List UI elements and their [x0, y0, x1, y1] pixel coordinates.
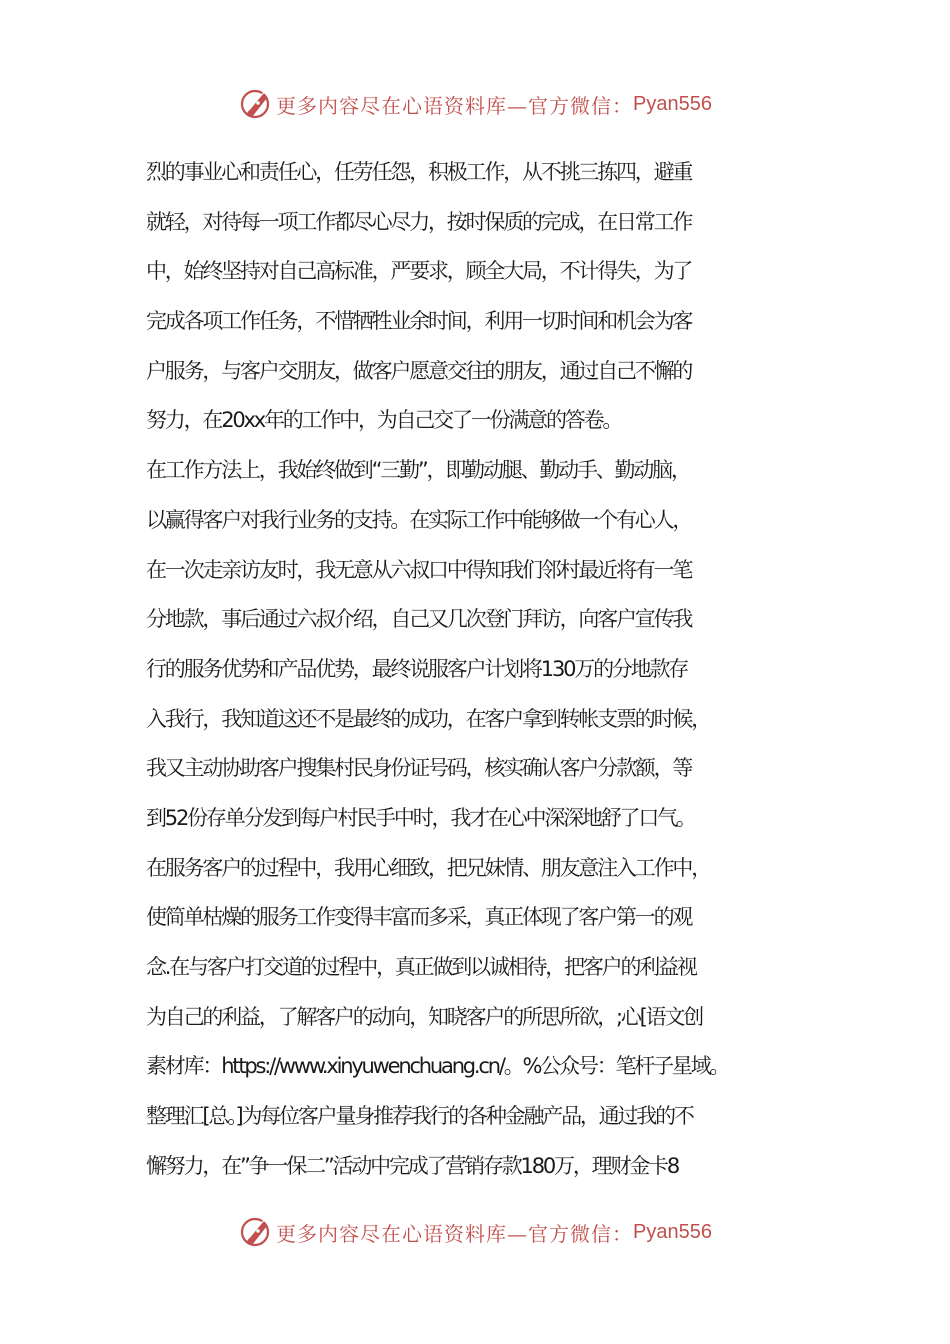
body-line: 努力，在20xx年的工作中，为自己交了一份满意的答卷。 — [146, 408, 622, 433]
body-line: 在服务客户的过程中，我用心细致，把兄妹情、朋友意注入工作中， — [146, 855, 710, 880]
body-line: 素材库：https://www.xinyuwenchuang.cn/。%公众号：笔杆子星域。 — [146, 1054, 729, 1079]
header-wechat-id: Pyan556 — [633, 92, 712, 115]
footer-banner — [0, 1212, 950, 1252]
body-line: 户服务，与客户交朋友，做客户愿意交往的朋友，通过自己不懈的 — [146, 358, 692, 383]
footer-slogan: 更多内容尽在心语资料库—官方微信： — [276, 1221, 634, 1246]
pen-nib-logo-icon — [238, 86, 274, 122]
body-line: 我又主动协助客户搜集村民身份证号码，核实确认客户分款额，等 — [146, 756, 692, 781]
body-line: 完成各项工作任务，不惜牺牲业余时间，利用一切时间和机会为客 — [146, 309, 692, 334]
body-line: 在一次走亲访友时，我无意从六叔口中得知我们邻村最近将有一笔 — [146, 557, 692, 582]
body-line: 懈努力，在”争一保二”活动中完成了营销存款180万，理财金卡8 — [146, 1153, 678, 1178]
body-line: 整理汇[总。]为每位客户量身推荐我行的各种金融产品，通过我的不 — [146, 1104, 693, 1129]
header-banner — [0, 84, 950, 124]
body-line: 就轻，对待每一项工作都尽心尽力，按时保质的完成，在日常工作 — [146, 209, 692, 234]
pen-nib-logo-icon — [238, 1214, 274, 1250]
body-line: 使简单枯燥的服务工作变得丰富而多采，真正体现了客户第一的观 — [146, 905, 692, 930]
body-line: 烈的事业心和责任心，任劳任怨，积极工作，从不挑三拣四，避重 — [146, 160, 692, 184]
body-line: 到52份存单分发到每户村民手中时，我才在心中深深地舒了口气。 — [146, 805, 695, 830]
body-line: 入我行，我知道这还不是最终的成功，在客户拿到转帐支票的时候， — [146, 706, 710, 731]
body-line: 分地款，事后通过六叔介绍，自己又几次登门拜访，向客户宣传我 — [146, 607, 692, 632]
body-line: 为自己的利益，了解客户的动向，知晓客户的所思所欲，;心[语文创 — [146, 1004, 703, 1029]
body-line: 念.在与客户打交道的过程中，真正做到以诚相待，把客户的利益视 — [146, 955, 696, 979]
body-line: 在工作方法上，我始终做到“三勤”，即勤动腿、勤动手、勤动脑， — [146, 458, 690, 483]
document-body — [146, 148, 826, 1191]
body-line: 以赢得客户对我行业务的支持。在实际工作中能够做一个有心人， — [146, 507, 692, 532]
footer-wechat-id: Pyan556 — [633, 1220, 712, 1243]
body-line: 中，始终坚持对自己高标准，严要求，顾全大局，不计得失，为了 — [146, 259, 692, 284]
header-slogan: 更多内容尽在心语资料库—官方微信： — [276, 93, 634, 118]
body-line: 行的服务优势和产品优势，最终说服客户计划将130万的分地款存 — [146, 656, 688, 681]
